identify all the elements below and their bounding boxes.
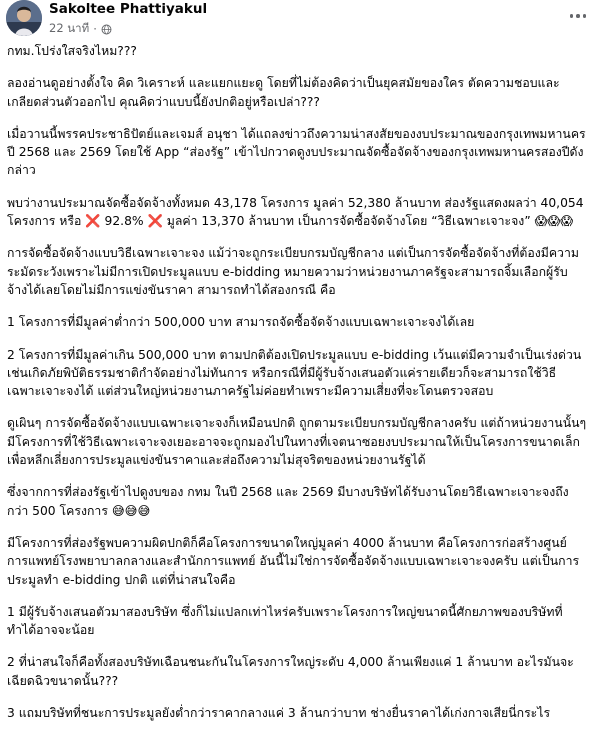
more-dot-icon (583, 14, 587, 18)
post-paragraph: เมื่อวานนี้พรรคประชาธิปัตย์และเจมส์ อนุชา ได้แถลงข่าวถึงความน่าสงสัยของงบประมาณของกรุงเทพมหานครปี 2568 และ 2569 โดยใช้ App “ส่องรัฐ” เข้าไปกวาดดูงบประมาณจัดซื้อจัดจ้างของกรุงเทพมหานครสองปีดังกล่าว (7, 126, 586, 178)
post-paragraph: ดูเผินๆ การจัดซื้อจัดจ้างแบบเฉพาะเจาะจงก็เหมือนปกติ ถูกตามระเบียบกรมบัญชีกลางครับ แต่ถ้าหน่วยงานนั้นๆ มีโครงการที่ใช้วิธีเฉพาะเจาะจงเยอะอาจจะถูกมองไปในทางที่เจตนาซอยงบประมาณให้เป็นโครงการขนาดเล็กเพื่อหลีกเลี่ยงการประมูลแข่งขันราคาและส่อถึงความไม่สุจริตของหน่วยงานรัฐได้ (7, 416, 587, 468)
post-paragraph: 3 แถมบริษัทที่ชนะการประมูลยังต่ำกว่าราคากลางแค่ 3 ล้านกว่าบาท ช่างยื่นราคาได้เก่งกาจเสียนี่กระไร (7, 706, 551, 721)
post-meta (49, 20, 112, 38)
post-header (0, 0, 600, 44)
post-title-line: กทม.โปร่งใสจริงไหม??? (7, 44, 137, 58)
avatar-image (6, 0, 42, 36)
post-paragraph: การจัดซื้อจัดจ้างแบบวิธีเฉพาะเจาะจง แม้ว่าจะถูกระเบียบกรมบัญชีกลาง แต่เป็นการจัดซื้อจัดจ้างที่ต้องมีความระมัดระวังเพราะไม่มีการเปิดประมูลแบบ e-bidding หมายความว่าหน่วยงานภาครัฐจะสามารถจิ้มเลือกผู้รับจ้างได้เลยโดยไม่มีการแข่งขันราคา สามารถทำได้สองกรณี คือ (7, 246, 579, 297)
post-paragraph: 1 โครงการที่มีมูลค่าต่ำกว่า 500,000 บาท สามารถจัดซื้อจัดจ้างแบบเฉพาะเจาะจงได้เลย (7, 315, 475, 330)
author-name[interactable]: Sakoltee Phattiyakul (49, 1, 208, 17)
post-paragraph: 2 ที่น่าสนใจก็คือทั้งสองบริษัทเฉือนชนะกันในโครงการใหญ่ระดับ 4,000 ล้านเพียงแค่ 1 ล้านบาท อะไรมันจะเฉียดฉิวขนาดนั้น??? (7, 655, 574, 688)
more-dot-icon (570, 14, 574, 18)
post-time[interactable]: 22 นาที (49, 21, 90, 35)
post-paragraph: 2 โครงการที่มีมูลค่าเกิน 500,000 บาท ตามปกติต้องเปิดประมูลแบบ e-bidding เว้นแต่มีความจำเป็นเร่งด่วน เช่นเกิดภัยพิบัติธรรมชาติกำจัดอย่างไม่ทันการ หรือกรณีที่มีผู้รับจ้างเสนอตัวแค่รายเดียวก็จะสามารถใช้วิธีเฉพาะเจาะจงได้ แต่ส่วนใหญ่หน่วยงานภาครัฐไม่ค่อยทำเพราะมีความเสี่ยงที่จะโดนตรวจสอบ (7, 347, 582, 399)
post-paragraph: ซึ่งจากการที่ส่องรัฐเข้าไปดูงบของ กทม ในปี 2568 และ 2569 มีบางบริษัทได้รับงานโดยวิธีเฉพาะเจาะจงถึงกว่า 500 โครงการ 😅😅😅 (7, 485, 569, 518)
post-paragraph: 1 มีผู้รับจ้างเสนอตัวมาสองบริษัท ซึ่งก็ไม่แปลกเท่าไหร่ครับเพราะโครงการใหญ่ขนาดนี้ศักยภาพของบริษัทที่ทำได้อาจจะน้อย (7, 604, 563, 638)
post-paragraph: ลองอ่านดูอย่างตั้งใจ คิด วิเคราะห์ และแยกแยะดู โดยที่ไม่ต้องคิดว่าเป็นยุคสมัยของใคร ตัดความชอบและเกลียดส่วนตัวออกไป คุณคิดว่าแบบนี้ยังปกติอยู่หรือเปล่า??? (7, 76, 560, 109)
post-paragraph: มีโครงการที่ส่องรัฐพบความผิดปกติก็คือโครงการขนาดใหญ่มูลค่า 4000 ล้านบาท คือโครงการก่อสร้างศูนย์การแพทย์โรงพยาบาลกลางและสำนักการแพทย์ อันนี้ไม่ใช่การจัดซื้อจัดจ้างแบบเฉพาะเจาะจงครับ แต่เป็นการประมูลทำ e-bidding ปกติ แต่ที่น่าสนใจคือ (7, 535, 580, 587)
post-paragraph: พบว่างานประมาณจัดซื้อจัดจ้างทั้งหมด 43,178 โครงการ มูลค่า 52,380 ล้านบาท ส่องรัฐแสดงผลว่า 40,054 โครงการ หรือ ❌ 92.8% ❌ มูลค่า 13,370 ล้านบาท เป็นการจัดซื้อจัดจ้างโดย “วิธีเฉพาะเจาะจง” 😱😱😱 (7, 195, 584, 229)
globe-icon (101, 24, 112, 35)
post-body (7, 42, 587, 736)
meta-separator: · (93, 22, 97, 36)
more-dot-icon (576, 14, 580, 18)
author-avatar[interactable] (6, 0, 42, 36)
more-options-button[interactable] (566, 6, 590, 26)
